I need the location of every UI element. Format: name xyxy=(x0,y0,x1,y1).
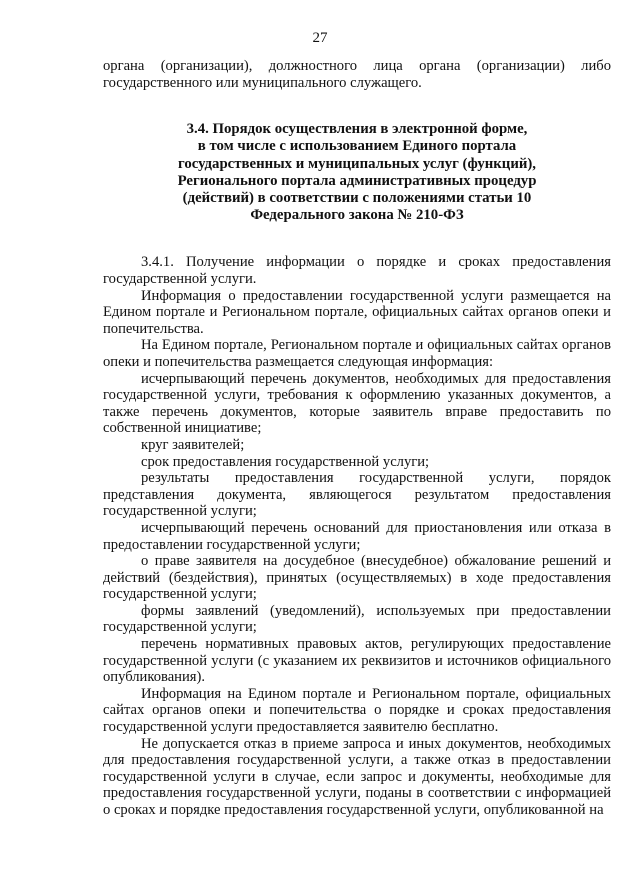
section-heading-line: в том числе с использованием Единого портала xyxy=(197,138,517,155)
list-item: круг заявителей; xyxy=(141,436,245,453)
paragraph-3-4-1: 3.4.1. Получение информации о порядке и сроках предоставления государственной услуги. xyxy=(103,254,611,287)
section-heading-line: 3.4. Порядок осуществления в электронной форме, xyxy=(186,121,528,138)
list-item: результаты предоставления государственной услуги, порядок представления документа, являющегося результатом предоставления государственной услуги; xyxy=(103,470,611,520)
paragraph: Не допускается отказ в приеме запроса и иных документов, необходимых для предоставления государственной услуги, а также отказ в предоставлении государственной услуги в случае, если запрос и документы, необходимые для предоставления государственной услуги, поданы в соответствии с информацией о сроках и порядке предоставления государственной услуги, опубликованной на xyxy=(103,735,611,818)
section-heading-line: Регионального портала административных процедур xyxy=(177,172,537,189)
list-item: исчерпывающий перечень оснований для приостановления или отказа в предоставлении государственной услуги; xyxy=(103,519,611,553)
list-item: о праве заявителя на досудебное (внесудебное) обжалование решений и действий (бездействия), принятых (осуществляемых) в ходе предоставления государственной услуги; xyxy=(103,553,611,603)
list-item: срок предоставления государственной услуги; xyxy=(141,453,430,470)
paragraph: На Едином портале, Региональном портале и официальных сайтах органов опеки и попечительства размещается следующая информация: xyxy=(103,337,611,370)
paragraph: Информация на Едином портале и Региональном портале, официальных сайтах органов опеки и попечительства о порядке и сроках предоставления государственной услуги предоставляется заявителю бесплатно. xyxy=(103,685,611,736)
list-item: перечень нормативных правовых актов, регулирующих предоставление государственной услуги (с указанием их реквизитов и источников официального опубликования). xyxy=(103,636,611,686)
section-heading xyxy=(123,121,591,224)
section-heading-line: государственных и муниципальных услуг (функций), xyxy=(177,155,537,172)
list-item: исчерпывающий перечень документов, необходимых для предоставления государственной услуги, требования к оформлению указанных документов, а также перечень документов, которые заявитель вправе предоставить по собственной инициативе; xyxy=(103,370,611,437)
page-content xyxy=(103,58,611,819)
section-heading-line: (действий) в соответствии с положениями статьи 10 xyxy=(182,190,532,206)
intro-continuation: органа (организации), должностного лица органа (организации) либо государственного или муниципального служащего. xyxy=(103,58,611,91)
list-item: формы заявлений (уведомлений), используемых при предоставлении государственной услуги; xyxy=(103,602,611,636)
paragraph: Информация о предоставлении государственной услуги размещается на Едином портале и Региональном портале, официальных сайтах органов опеки и попечительства. xyxy=(103,287,611,337)
page-number: 27 xyxy=(312,30,328,46)
section-heading-line: Федерального закона № 210-ФЗ xyxy=(250,207,464,224)
